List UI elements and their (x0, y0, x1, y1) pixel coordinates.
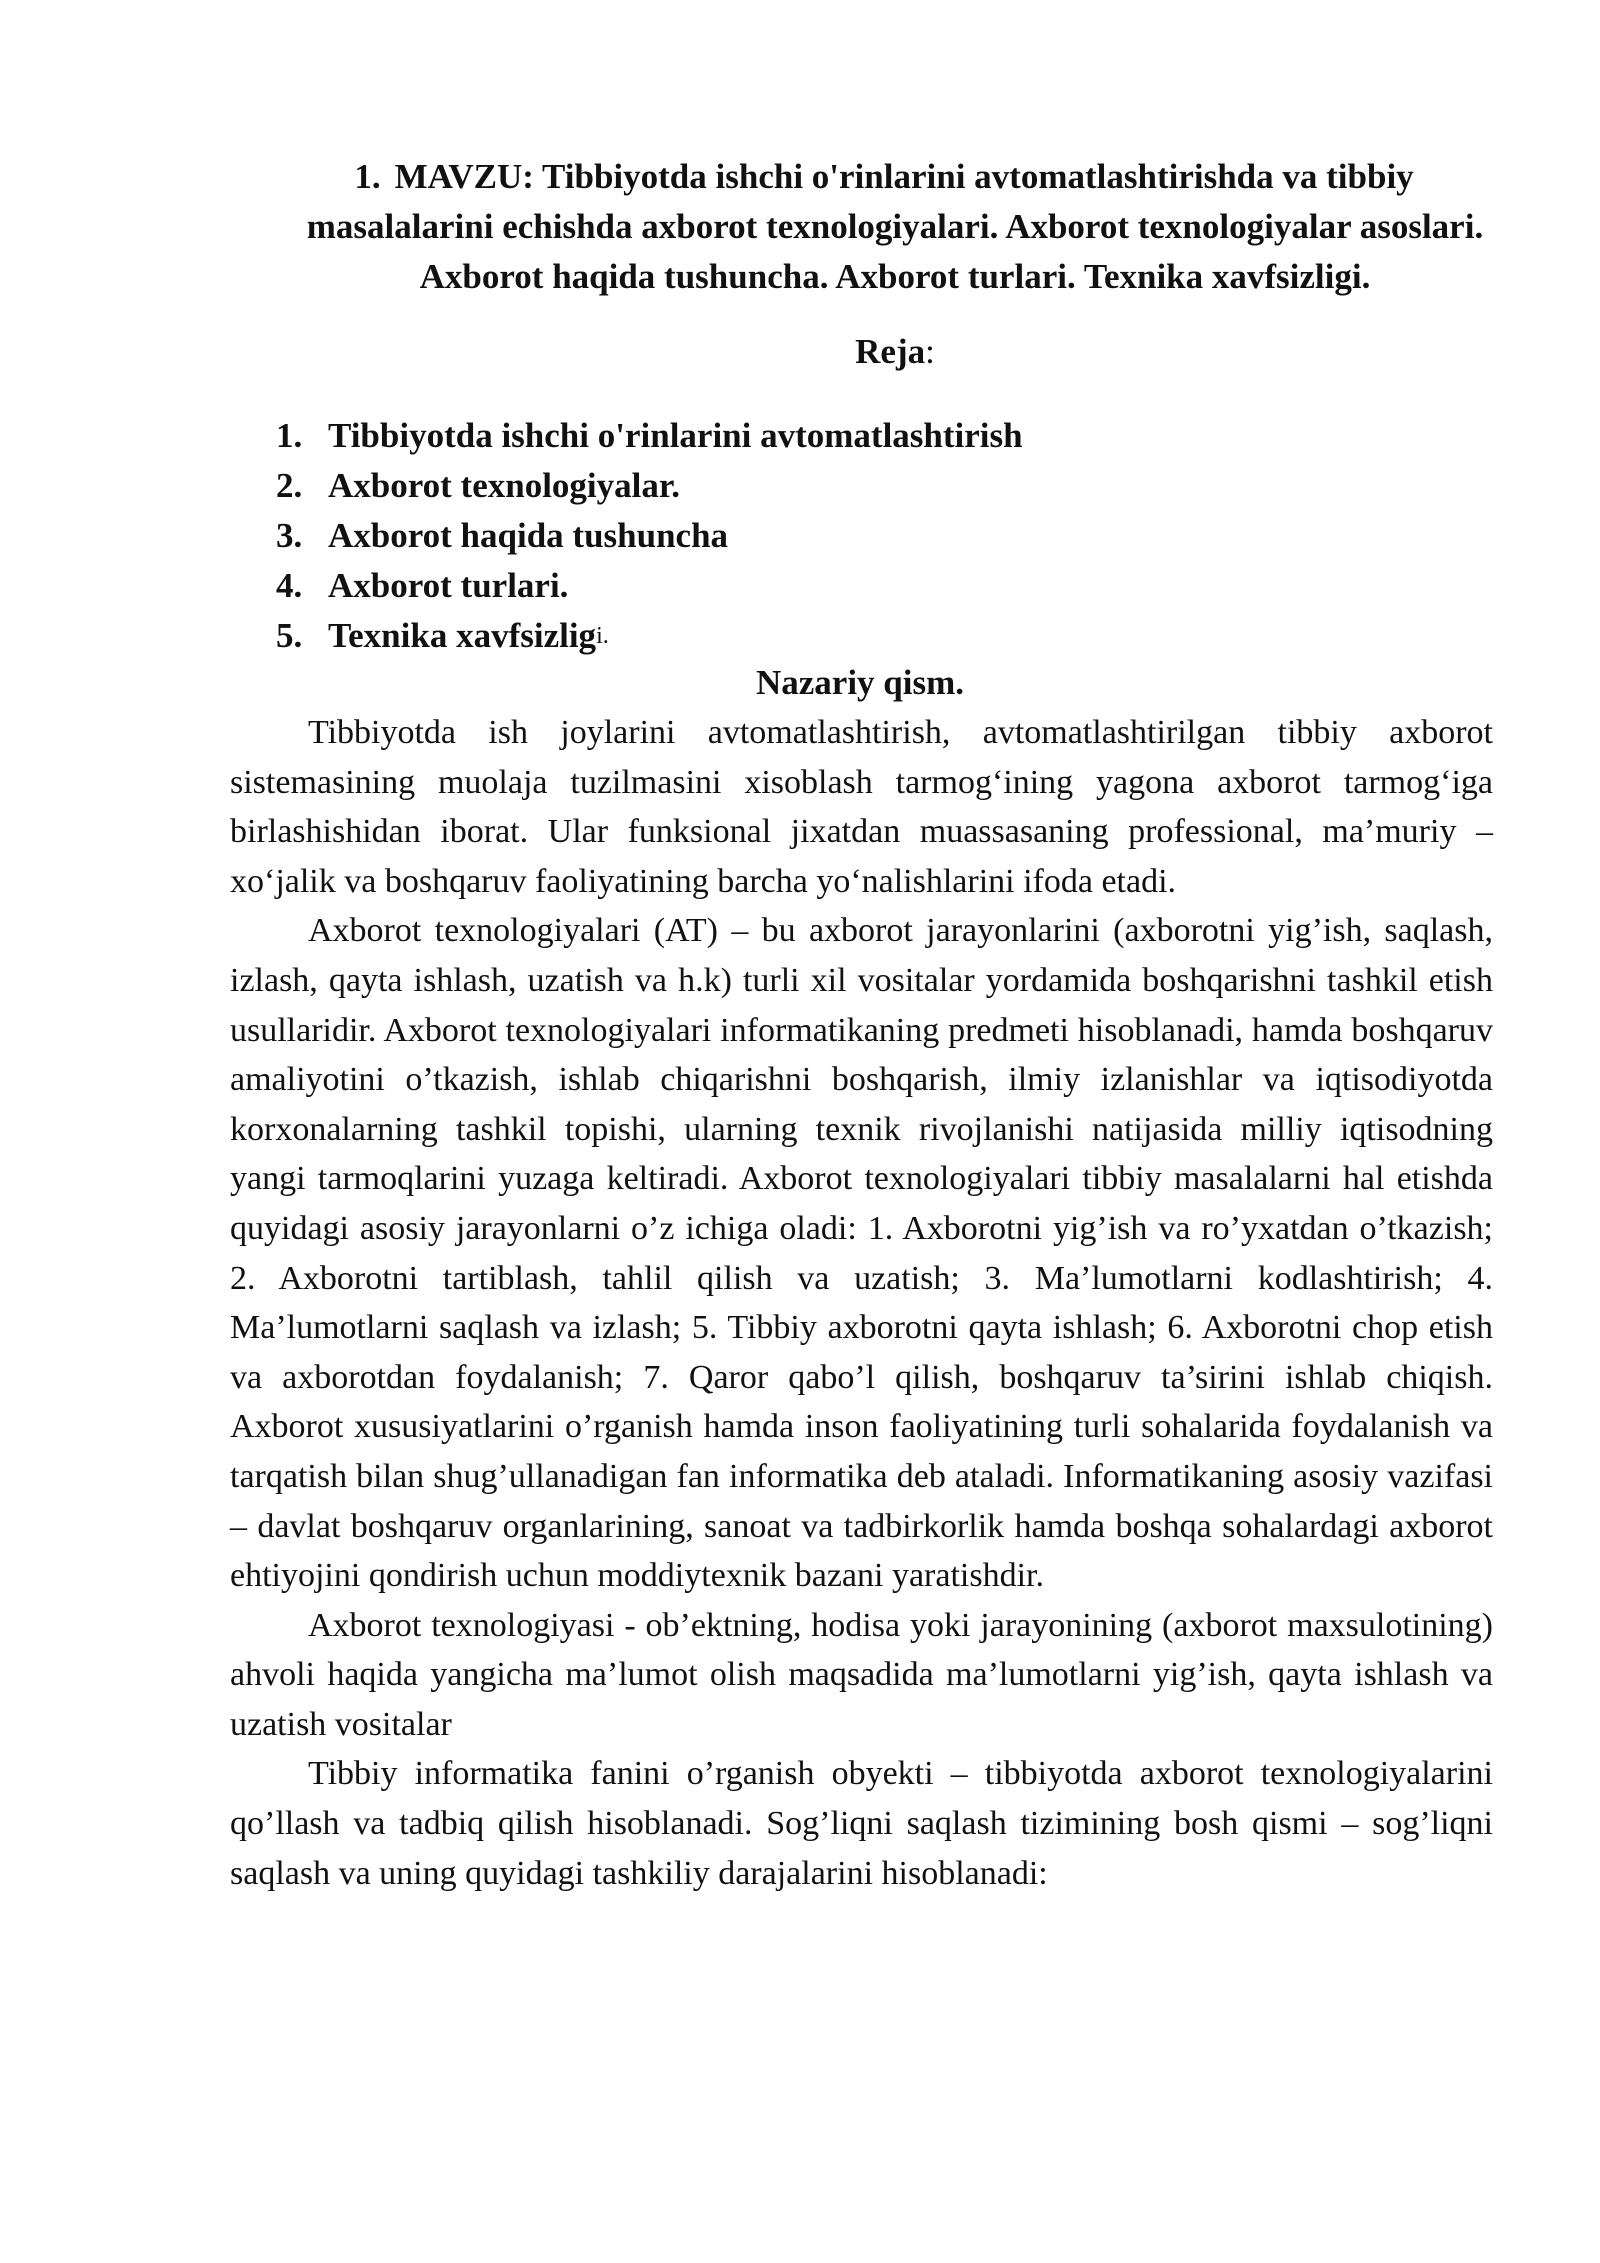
title-number: 1. (354, 157, 381, 196)
plan-heading-colon: : (925, 332, 935, 371)
plan-item-suffix: i. (596, 623, 609, 649)
plan-item-text: Tibbiyotda ishchi o'rinlarini avtomatlashtirish (328, 416, 1023, 455)
plan-item-number: 4. (276, 566, 303, 605)
plan-item-text: Axborot texnologiyalar. (328, 466, 680, 505)
plan-item (276, 411, 1023, 461)
body-text (230, 708, 1493, 1898)
plan-item-number: 3. (276, 516, 303, 555)
plan-item (276, 561, 1023, 611)
plan-item-text: Texnika xavfsizlig (328, 616, 597, 655)
plan-item-number: 1. (276, 416, 303, 455)
title-text: MAVZU: Tibbiyotda ishchi o'rinlarini avtomatlashtirishda va tibbiy masalalarini echishda axborot texnologiyalari. Axborot texnologiyalar asoslari. Axborot haqida tushuncha. Axborot turlari. Texnika xavfsizligi. (306, 157, 1484, 296)
plan-heading-label: Reja (855, 332, 926, 371)
paragraph: Tibbiy informatika fanini o’rganish obyekti – tibbiyotda axborot texnologiyalarini qo’llash va tadbiq qilish hisoblanadi. Sog’liqni saqlash tizimining bosh qismi – sog’liqni saqlash va uning quyidagi tashkiliy darajalarini hisoblanadi: (230, 1755, 1493, 1892)
plan-item-number: 5. (276, 616, 303, 655)
plan-list (276, 411, 1023, 661)
paragraph: Axborot texnologiyalari (AT) – bu axborot jarayonlarini (axborotni yig’ish, saqlash, izlash, qayta ishlash, uzatish va h.k) turli xil vositalar yordamida boshqarishni tashkil etish usullaridir. Axborot texnologiyalari informatikaning predmeti hisoblanadi, hamda boshqaruv amaliyotini o’tkazish, ishlab chiqarishni boshqarish, ilmiy izlanishlar va iqtisodiyotda korxonalarning tashkil topishi, ularning texnik rivojlanishi natijasida milliy iqtisodning yangi tarmoqlarini yuzaga keltiradi. Axborot texnologiyalari tibbiy masalalarni hal etishda quyidagi asosiy jarayonlarni o’z ichiga oladi: 1. Axborotni yig’ish va ro’yxatdan o’tkazish; 2. Axborotni tartiblash, tahlil qilish va uzatish; 3. Ma’lumotlarni kodlashtirish; 4. Ma’lumotlarni saqlash va izlash; 5. Tibbiy axborotni qayta ishlash; 6. Axborotni chop etish va axborotdan foydalanish; 7. Qaror qabo’l qilish, boshqaruv ta’sirini ishlab chiqish. Axborot xususiyatlarini o’rganish hamda inson faoliyatining turli sohalarida foydalanish va tarqatish bilan shug’ullanadigan fan informatika deb ataladi. Informatikaning asosiy vazifasi – davlat boshqaruv organlarining, sanoat va tadbirkorlik hamda boshqa sohalardagi axborot ehtiyojini qondirish uchun moddiytexnik bazani yaratishdir. (230, 912, 1493, 1595)
plan-item-text: Axborot haqida tushuncha (328, 516, 729, 555)
plan-item (276, 611, 1023, 661)
plan-item-number: 2. (276, 466, 303, 505)
plan-item (276, 461, 1023, 511)
section-title: Nazariy qism. (755, 663, 965, 702)
plan-heading (300, 327, 1490, 377)
paragraph: Axborot texnologiyasi - ob’ektning, hodisa yoki jarayonining (axborot maxsulotining) ahvoli haqida yangicha ma’lumot olish maqsadida ma’lumotlarni yig’ish, qayta ishlash va uzatish vositalar (230, 1606, 1493, 1743)
plan-item (276, 511, 1023, 561)
document-title (300, 152, 1490, 302)
plan-item-text: Axborot turlari. (328, 566, 569, 605)
paragraph: Tibbiyotda ish joylarini avtomatlashtirish, avtomatlashtirilgan tibbiy axborot sistemasining muolaja tuzilmasini xisoblash tarmog‘ining yagona axborot tarmog‘iga birlashishidan iborat. Ular funksional jixatdan muassasaning professional, ma’muriy – xo‘jalik va boshqaruv faoliyatining barcha yo‘nalishlarini ifoda etadi. (230, 714, 1493, 900)
